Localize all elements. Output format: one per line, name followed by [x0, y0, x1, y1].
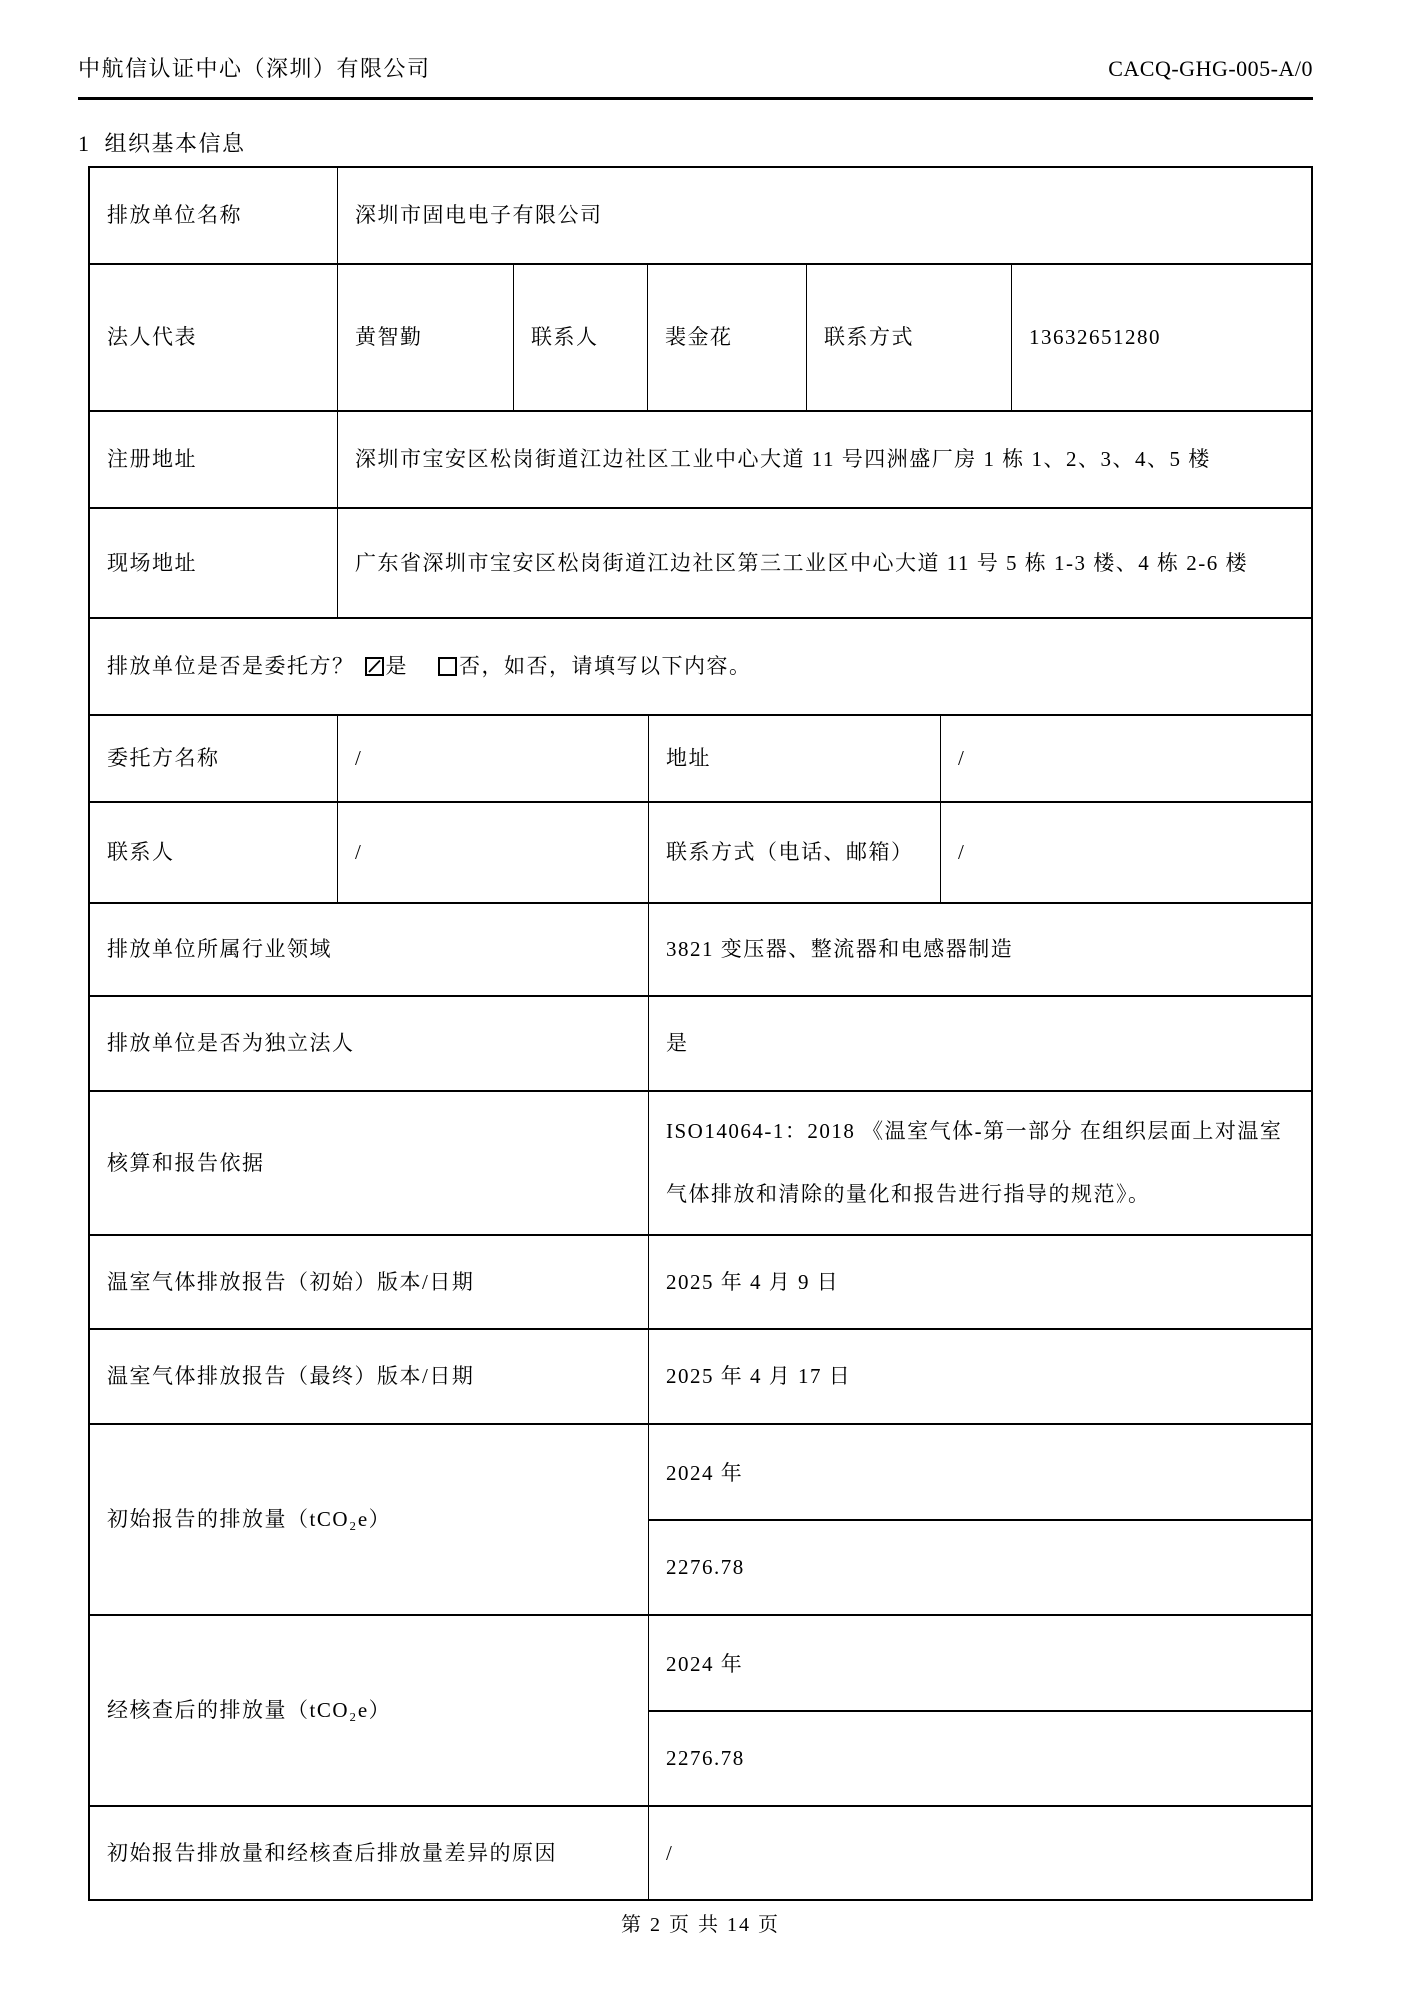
client-address-label-cell [648, 716, 940, 801]
legal-rep-value-cell [337, 265, 513, 410]
client-contact-value-cell [337, 803, 648, 902]
page-header [78, 52, 1313, 83]
row-registered-address [90, 410, 1311, 507]
row-difference-reason [90, 1805, 1311, 1899]
row-independent-legal [90, 995, 1311, 1090]
contact-label-cell [513, 265, 647, 410]
initial-emissions-year: 2024 年 [666, 1460, 744, 1485]
row-industry [90, 902, 1311, 995]
initial-report-value: 2025 年 4 月 9 日 [666, 1269, 840, 1294]
initial-emissions-label-cell [90, 1425, 648, 1614]
row-legal-rep [90, 263, 1311, 410]
legal-rep-value: 黄智勤 [355, 325, 423, 349]
independent-legal-value-cell [648, 997, 1311, 1090]
client-method-value: / [958, 840, 966, 864]
checked-checkbox-icon [365, 657, 384, 676]
initial-report-label-cell [90, 1236, 648, 1328]
row-verified-emissions [90, 1614, 1311, 1805]
final-report-value: 2025 年 4 月 17 日 [666, 1364, 852, 1388]
row-client-contact [90, 801, 1311, 902]
header-doc-code: CACQ-GHG-005-A/0 [1108, 56, 1313, 81]
row-client-name [90, 714, 1311, 801]
final-report-value-cell [648, 1330, 1311, 1423]
client-address-value: / [958, 746, 966, 770]
client-address-value-cell [940, 716, 1311, 801]
final-report-label: 温室气体排放报告（最终）版本/日期 [107, 1364, 475, 1388]
row-basis [90, 1090, 1311, 1234]
verified-emissions-value-stack [648, 1616, 1311, 1805]
client-question-suffix: ，如否，请填写以下内容。 [481, 654, 752, 678]
initial-report-label: 温室气体排放报告（初始）版本/日期 [107, 1269, 475, 1294]
initial-emissions-label: 初始报告的排放量（tCO₂e） [107, 1507, 392, 1531]
site-address-value: 广东省深圳市宝安区松岗街道江边社区第三工业区中心大道 11 号 5 栋 1-3 楼、4 栋 2-6 楼 [355, 550, 1248, 575]
phone-value-cell [1011, 265, 1311, 410]
legal-rep-label-cell [90, 265, 337, 410]
initial-report-value-cell [648, 1236, 1311, 1328]
site-address-label: 现场地址 [107, 550, 197, 575]
client-name-label: 委托方名称 [107, 746, 220, 770]
independent-legal-label-cell [90, 997, 648, 1090]
contact-value-cell [647, 265, 806, 410]
header-company-name: 中航信认证中心（深圳）有限公司 [78, 56, 431, 81]
client-method-label-cell [648, 803, 940, 902]
industry-label: 排放单位所属行业领域 [107, 937, 332, 961]
basis-label-cell [90, 1092, 648, 1234]
client-address-label: 地址 [666, 746, 711, 770]
org-info-table [88, 166, 1313, 1901]
client-method-label: 联系方式（电话、邮箱） [666, 840, 914, 864]
phone-label: 联系方式 [824, 325, 914, 349]
independent-legal-value: 是 [666, 1031, 689, 1055]
header-divider-line [78, 97, 1313, 100]
final-report-label-cell [90, 1330, 648, 1423]
contact-label: 联系人 [531, 325, 599, 349]
contact-value: 裴金花 [665, 325, 733, 349]
difference-reason-value-cell [648, 1807, 1311, 1899]
registered-address-label: 注册地址 [107, 447, 197, 471]
client-contact-value: / [355, 840, 363, 864]
industry-value-cell [648, 904, 1311, 995]
industry-label-cell [90, 904, 648, 995]
unit-name-value: 深圳市固电电子有限公司 [355, 203, 603, 227]
site-address-label-cell [90, 509, 337, 617]
client-name-value-cell [337, 716, 648, 801]
client-method-value-cell [940, 803, 1311, 902]
registered-address-value: 深圳市宝安区松岗街道江边社区工业中心大道 11 号四洲盛厂房 1 栋 1、2、3、4、5 楼 [355, 447, 1211, 471]
client-contact-label-cell [90, 803, 337, 902]
phone-label-cell [806, 265, 1011, 410]
row-site-address [90, 507, 1311, 617]
registered-address-value-cell [337, 412, 1311, 507]
unchecked-checkbox-icon [438, 657, 457, 676]
client-contact-label: 联系人 [107, 840, 175, 864]
initial-emissions-year-cell [648, 1425, 1311, 1519]
verified-emissions-year-cell [648, 1616, 1311, 1710]
verified-emissions-value-cell [648, 1710, 1311, 1806]
row-unit-name [90, 168, 1311, 263]
difference-reason-label-cell [90, 1807, 648, 1899]
initial-emissions-value-cell [648, 1519, 1311, 1615]
site-address-value-cell [337, 509, 1311, 617]
verified-emissions-label: 经核查后的排放量（tCO₂e） [107, 1698, 392, 1722]
row-client-question [90, 617, 1311, 714]
client-question-no-label: 否 [459, 654, 482, 678]
section-title: 1 组织基本信息 [78, 131, 246, 156]
industry-value: 3821 变压器、整流器和电感器制造 [666, 937, 1014, 961]
basis-label: 核算和报告依据 [107, 1150, 265, 1175]
unit-name-label-cell [90, 168, 337, 263]
row-final-report-version [90, 1328, 1311, 1423]
row-initial-emissions [90, 1423, 1311, 1614]
initial-emissions-value: 2276.78 [666, 1554, 745, 1579]
basis-value: ISO14064-1：2018 《温室气体-第一部分 在组织层面上对温室气体排放和清除的量化和报告进行指导的规范》。 [666, 1119, 1283, 1206]
client-question-yes-label: 是 [385, 654, 408, 678]
client-name-value: / [355, 746, 363, 770]
phone-value: 13632651280 [1029, 325, 1161, 349]
difference-reason-label: 初始报告排放量和经核查后排放量差异的原因 [107, 1840, 557, 1865]
registered-address-label-cell [90, 412, 337, 507]
client-question-cell [90, 619, 1311, 714]
client-name-label-cell [90, 716, 337, 801]
verified-emissions-value: 2276.78 [666, 1745, 745, 1770]
independent-legal-label: 排放单位是否为独立法人 [107, 1031, 355, 1055]
initial-emissions-value-stack [648, 1425, 1311, 1614]
verified-emissions-year: 2024 年 [666, 1651, 744, 1676]
row-initial-report-version [90, 1234, 1311, 1328]
client-question-prefix: 排放单位是否是委托方？ [107, 654, 355, 678]
basis-value-cell [648, 1092, 1311, 1234]
difference-reason-value: / [666, 1840, 674, 1865]
verified-emissions-label-cell [90, 1616, 648, 1805]
unit-name-value-cell [337, 168, 1311, 263]
unit-name-label: 排放单位名称 [107, 203, 242, 227]
page-number-footer: 第 2 页 共 14 页 [621, 1914, 780, 1936]
legal-rep-label: 法人代表 [107, 325, 197, 349]
